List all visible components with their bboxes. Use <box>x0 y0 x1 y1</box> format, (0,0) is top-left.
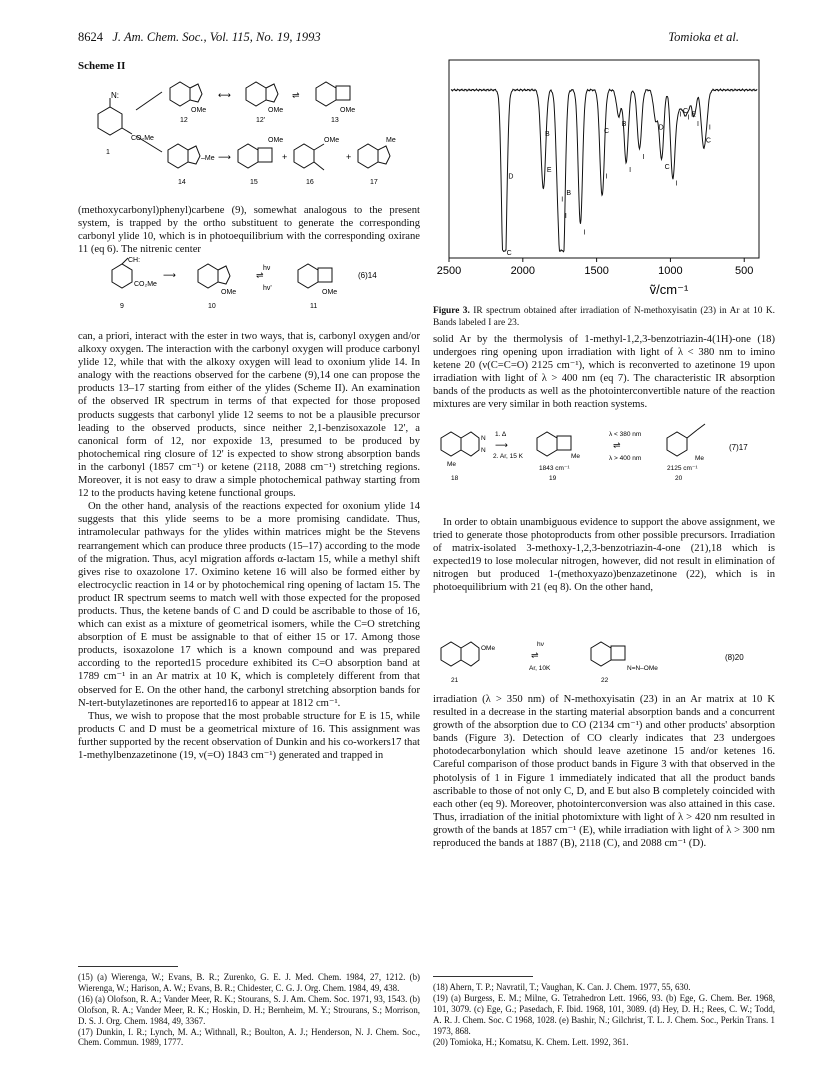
reference: (15) (a) Wierenga, W.; Evans, B. R.; Zurenko, G. E. J. Med. Chem. 1984, 27, 1212. (b) Wierenga, W.; Harison, A. W.; Evans, B. R.; Chidester, C. G. J. Org. Chem. 1984, 49, 438. <box>78 972 420 993</box>
paragraph: (methoxycarbonyl)phenyl)carbene (9), somewhat analogous to the present system, is trapped by the ortho substituent to generate the corresponding carbonyl ylide 10, which is in photoequilibrium with the corresponding oxirane 11 (eq 6). The nitrenic center <box>78 205 420 256</box>
band-label: C <box>683 108 689 116</box>
equation-number-7: (7)17 <box>729 443 748 452</box>
ome-11: OMe <box>322 289 338 296</box>
co2me-label-eq6: CO₂Me <box>134 281 157 288</box>
compound-label-12: 12 <box>180 117 188 124</box>
ome-21: OMe <box>481 645 496 652</box>
x-tick-label: 1500 <box>584 265 609 277</box>
right-column-top <box>433 333 775 412</box>
equation-6 <box>78 256 420 322</box>
band-label: D <box>508 173 514 181</box>
compound-label-9: 9 <box>120 303 124 310</box>
reference: (17) Dunkin, I. R.; Lynch, M. A.; Withnall, R.; Boulton, A. J.; Henderson, N. J. Chem. Soc., Chem. Commun. 1989, 1777. <box>78 1026 420 1048</box>
paragraph: can, a priori, interact with the ester in two ways, that is, carbonyl oxygen and/or alkoxy oxygen. The interaction with the carbonyl oxygen will produce carbonyl ylide 12, while that with the alkoxy oxygen will lead to oxonium ylide 14. In analogy with the reactions observed for the carbene (9),14 one can propose the products 13–17 starting from either of the ylides (Scheme II). An examination of the observed IR spectrum in terms of that expected for those proposed products suggests that carbonyl ylide 12 seems to not be a plausible precursor leading to the observed products, since neither 2,1-benzisoxazole 12', a canonical form of 12, nor expoxide 13, presumed to be produced by photochemical ring closure of 12' is expected to show strong absorption bands in the carbonyl (1857 cm⁻¹) or ketene (2118, 2088 cm⁻¹) stretching regions. Moreover, it is not easy to draw a simple photochemical pathway starting from 12 to the products having ketene functional groups. <box>78 331 420 500</box>
scheme-ii-diagram <box>78 74 420 204</box>
ome-16: OMe <box>324 137 340 144</box>
band-label: C <box>506 250 512 257</box>
footnote-rule <box>78 966 178 967</box>
x-axis-label: ṽ/cm⁻¹ <box>649 282 689 297</box>
ome-15: OMe <box>268 137 284 144</box>
band-label: I <box>642 154 645 162</box>
band-label: I <box>679 111 682 119</box>
equation-8 <box>433 628 775 690</box>
band-label: B <box>566 190 572 198</box>
equilibrium-arrow: ⇌ <box>292 90 300 100</box>
band-label: I <box>583 229 586 237</box>
caption-text: IR spectrum obtained after irradiation of N-methoxyisatin (23) in Ar at 10 K. Bands labeled I are 23. <box>433 306 775 328</box>
left-column-top <box>78 204 420 256</box>
band-label: I <box>564 213 567 221</box>
compound-14 <box>168 144 200 168</box>
band-label: I <box>708 124 711 132</box>
band-label: D <box>658 124 664 132</box>
equilibrium-arrow-eq8: ⇌ <box>531 650 539 660</box>
ch-label: CH: <box>128 257 141 264</box>
compound-label-13: 13 <box>331 117 339 124</box>
left-column-main <box>78 330 420 762</box>
compound-label-17: 17 <box>370 179 378 186</box>
arrow-18-19: ⟶ <box>495 440 508 450</box>
band-label: I <box>675 180 678 188</box>
arrow-14-15: ⟶ <box>218 152 231 162</box>
n-label: N <box>481 435 486 442</box>
hv-label: hν <box>263 265 271 272</box>
cond-eq8: Ar, 10K <box>529 665 551 672</box>
x-tick-label: 2000 <box>510 265 536 277</box>
band-label: C <box>705 137 711 145</box>
compound-label-12p: 12' <box>256 117 266 124</box>
wn-20: 2125 cm⁻¹ <box>667 465 698 472</box>
wn-19: 1843 cm⁻¹ <box>539 465 570 472</box>
paragraph: irradiation (λ > 350 nm) of N-methoxyisatin (23) in an Ar matrix at 10 K resulted in a decrease in the starting material absorption bands and a concurrent growth of the absorption due to CO (2134 cm⁻¹) and other products' absorption bands (Figure 3). Detection of CO clearly indicates that 23 undergoes photodecarbonylation which should leave azetinone 15 and/or ketenes 16. Careful comparison of those product bands in Figure 3 with that observed in the photolysis of 1 in Figure 1 immediately indicated that all the product bands ascribable to those of not only C, D, and E but also B completely coincided with each other (eq 9). Moreover, photointerconversion was also attained in this case. Thus, irradiation of the initial photomixture with light of λ > 420 nm resulted in growth of the bands at 1857 cm⁻¹ (E), while irradiation with light of λ > 300 nm reproduced the bands at 1887 (B), 2118 (C), and 2088 cm⁻¹ (D). <box>433 694 775 850</box>
journal-citation: J. Am. Chem. Soc., Vol. 115, No. 19, 1993 <box>112 30 321 44</box>
band-label: I <box>605 173 608 181</box>
compound-13 <box>316 82 350 106</box>
compound-17 <box>358 144 390 168</box>
ome-12p: OMe <box>268 107 284 114</box>
hv-label-eq8: hν <box>537 641 544 648</box>
arrow-9-10: ⟶ <box>163 270 176 280</box>
ir-spectrum-figure <box>433 56 775 302</box>
paragraph: On the other hand, analysis of the reactions expected for oxonium ylide 14 suggests that this ylide seems to be a more promising candidate. Thus, intramolecular pathways for the ylides within matrices might be the Stevens rearrangement which can produce three products (15–17) according to the mode of the migration. Thus, acyl migration affords α-lactam 15, while a methyl shift gives rise to oxazolone 17. Oximino ketene 16 will also be formed either by electrocyclic reaction in 14 or by photochemical ring opening of lactam 15. The product IR spectrum seems to match well with those expected for the proposed products. Thus, the ketene bands of C and D could be ascribable to those of 16, which can exist as a mixture of geometrical isomers, while the C=O stretching absorption of E must be assignable to that of either 15 or 17. Among those products, isoxazolone 17 which is a known compound and was prepared according to the reported15 procedure exhibited its C=O absorption band at 1789 cm⁻¹ in an Ar matrix at 10 K, which is completely different from that observed for E. On the other hand, the carbonyl stretching absorption bands for N-tert-butylazetinones are reported16 to appear at 1812 cm⁻¹. <box>78 501 420 709</box>
compound-label-1: 1 <box>106 149 110 156</box>
arrow-up <box>136 92 162 110</box>
band-label: I <box>561 196 564 204</box>
reference: (16) (a) Olofson, R. A.; Vander Meer, R. K.; Stourans, S. J. Am. Chem. Soc. 1971, 93, 1543. (b) Olofson, R. A.; Vander Meer, R. K.; Hoskin, D. H.; Bernheim, M. Y.; Strourans, S.; Morrison, D. S. J. Org. Chem. 1984, 49, 3367. <box>78 993 420 1026</box>
compound-12-prime <box>246 82 278 106</box>
hv-prime-label: hν' <box>263 285 272 292</box>
reference: (20) Tomioka, H.; Komatsu, K. Chem. Lett. 1992, 361. <box>433 1036 629 1047</box>
me-17: Me <box>386 137 396 144</box>
references-right <box>433 982 775 1047</box>
footnote-rule <box>433 976 533 977</box>
reference: (18) Ahern, T. P.; Navratil, T.; Vaughan, K. Can. J. Chem. 1977, 55, 630. <box>433 982 691 992</box>
equation-number-8: (8)20 <box>725 653 744 662</box>
me-19: Me <box>571 453 581 460</box>
compound-15 <box>238 144 272 168</box>
x-tick-label: 500 <box>735 265 754 277</box>
right-column-middle <box>433 516 775 595</box>
resonance-arrow: ⟷ <box>218 90 231 100</box>
page-number: 8624 <box>78 30 103 44</box>
ir-trace-line <box>451 89 757 252</box>
right-column-bottom <box>433 693 775 850</box>
ome-13: OMe <box>340 107 356 114</box>
plus-sign: + <box>282 152 288 162</box>
running-header <box>78 30 321 45</box>
ome-10: OMe <box>221 289 237 296</box>
band-label: E <box>546 167 552 175</box>
band-label: B <box>621 121 627 129</box>
equation-7 <box>433 418 775 488</box>
band-label: I <box>629 167 632 175</box>
references-left <box>78 972 420 1048</box>
compound-label-15: 15 <box>250 179 258 186</box>
scheme-title: Scheme II <box>78 60 126 72</box>
paragraph: In order to obtain unambiguous evidence to support the above assignment, we tried to generate those photoproducts from other possible precursors. Irradiation of matrix-isolated 3-methoxy-1,2,3-benzotriazin-4-one (21),18 which is expected19 to lose molecular nitrogen, however, did not result in elimination of nitrogen but produced 1-(methoxyazo)benzazetinone (22), which is in photoequilibrium with 21 (eq 8). On the other hand, <box>433 517 775 594</box>
band-label: I <box>697 121 700 129</box>
band-label: C <box>664 163 670 171</box>
compound-label-22: 22 <box>601 677 609 684</box>
running-author: Tomioka et al. <box>668 30 739 44</box>
me-18: Me <box>447 461 457 468</box>
nitrene-label: N: <box>111 91 119 100</box>
me-14: –Me <box>201 155 215 162</box>
paragraph: Thus, we wish to propose that the most probable structure for E is 15, while products C and D must be a geometrical mixture of 16. This assignment was further supported by the recent observation of Dunkin and his co-workers17 that 1-methylbenzazetinone (19, ν(=O) 1843 cm⁻¹) generated and trapped in <box>78 710 420 761</box>
plus-sign-2: + <box>346 152 352 162</box>
band-label: I <box>687 114 690 122</box>
compound-label-21: 21 <box>451 677 459 684</box>
hv-cond-1: λ < 380 nm <box>609 431 642 438</box>
x-tick-label: 1000 <box>658 265 683 277</box>
hv-cond-2: λ > 400 nm <box>609 455 642 462</box>
caption-label: Figure 3. <box>433 306 470 316</box>
ome-12: OMe <box>191 107 207 114</box>
equilibrium-arrow-eq7: ⇌ <box>613 440 621 450</box>
co2me-label: CO₂Me <box>131 135 154 142</box>
compound-label-18: 18 <box>451 475 459 482</box>
band-label: C <box>604 127 610 135</box>
compound-label-19: 19 <box>549 475 557 482</box>
azo-label: N=N–OMe <box>627 665 658 672</box>
compound-16 <box>294 144 324 170</box>
compound-label-10: 10 <box>208 303 216 310</box>
x-tick-label: 2500 <box>436 265 462 277</box>
me-20: Me <box>695 455 705 462</box>
cond-1: 1. Δ <box>495 431 507 438</box>
figure-caption <box>433 305 775 329</box>
band-label: B <box>545 131 550 139</box>
equilibrium-arrow-eq6: ⇌ <box>256 270 264 280</box>
equation-number-6: (6)14 <box>358 271 377 280</box>
compound-label-16: 16 <box>306 179 314 186</box>
compound-label-20: 20 <box>675 475 683 482</box>
n-label: N <box>481 447 486 454</box>
reference: (19) (a) Burgess, E. M.; Milne, G. Tetrahedron Lett. 1966, 93. (b) Ege, G. Chem. Ber. 1968, 101, 3079. (c) Ege, G.; Pasedach, F. Ibid. 1968, 101, 3089. (d) Hey, D. H.; Rees, C. W.; Todd, A. R. J. Chem. Soc. C 1968, 1028. (e) Bashir, N.; Gilchrist, T. L. J. Chem. Soc., Perkin Trans. 1 1973, 868. <box>433 992 775 1036</box>
compound-label-11: 11 <box>310 303 318 310</box>
paragraph: solid Ar by the thermolysis of 1-methyl-1,2,3-benzotriazin-4(1H)-one (18) undergoes ring opening upon irradiation with light of λ < 380 nm to imino ketene 20 (ν(C=C=O) 2125 cm⁻¹), which is reconverted to azetinone 19 upon irradiation with light of λ > 400 nm (eq 7). The characteristic IR absorption bands of the products as well as the photointerconvertible nature of the reaction mixtures are very similar in both reaction systems. <box>433 334 775 411</box>
compound-1 <box>98 98 132 135</box>
cond-2: 2. Ar, 15 K <box>493 453 523 460</box>
compound-label-14: 14 <box>178 179 186 186</box>
compound-12 <box>170 82 202 106</box>
band-label: E <box>691 111 696 119</box>
